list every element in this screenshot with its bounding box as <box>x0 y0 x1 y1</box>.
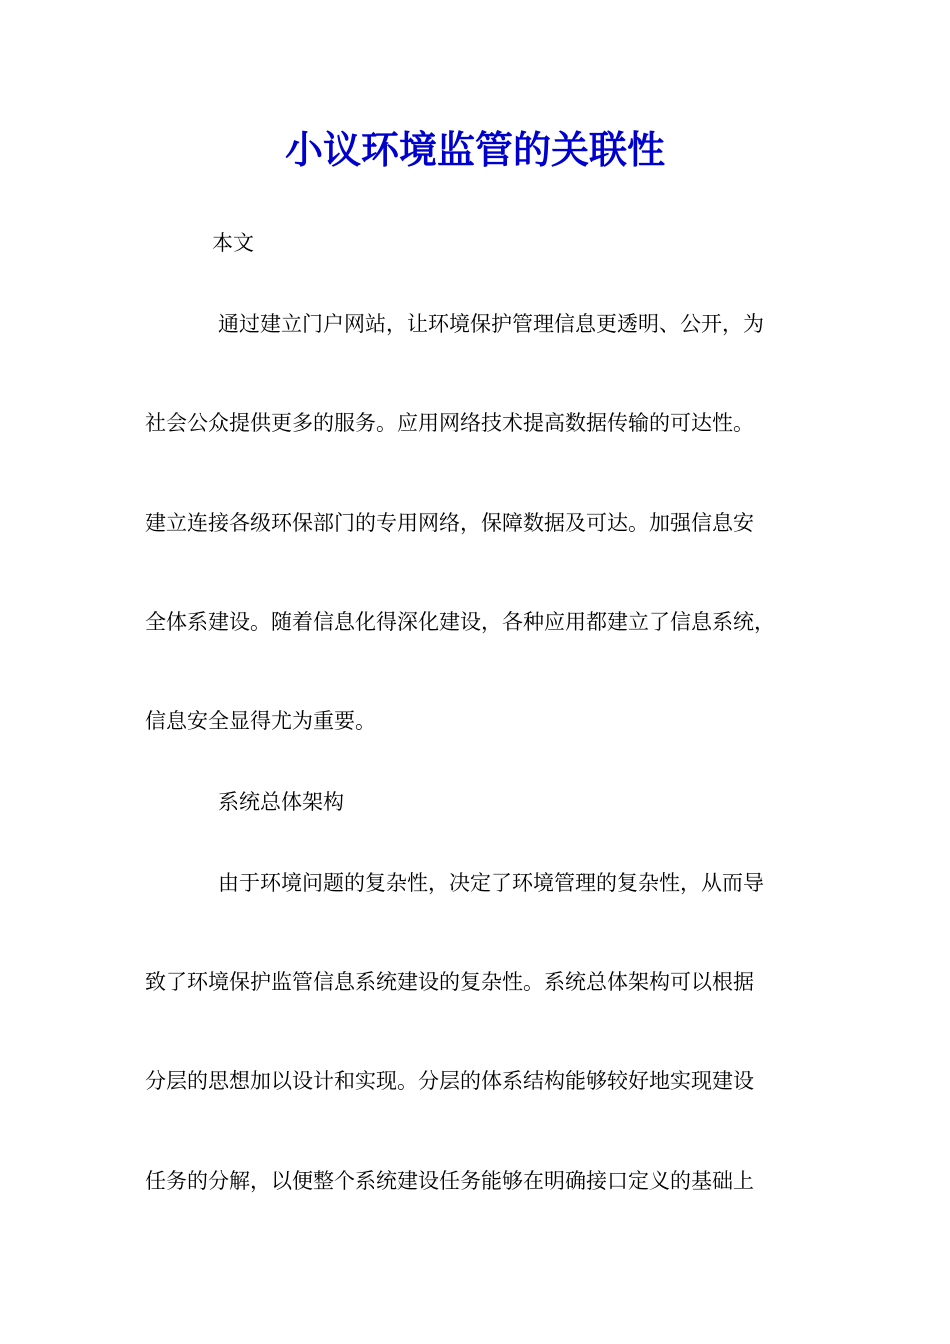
paragraph-line: 社会公众提供更多的服务。应用网络技术提高数据传输的可达性。 <box>145 411 754 435</box>
document-title: 小议环境监管的关联性 <box>284 127 665 172</box>
section-heading-intro: 本文 <box>212 231 254 255</box>
paragraph-line: 致了环境保护监管信息系统建设的复杂性。系统总体架构可以根据 <box>145 970 754 994</box>
paragraph-line: 建立连接各级环保部门的专用网络，保障数据及可达。加强信息安 <box>145 511 754 535</box>
paragraph-line: 由于环境问题的复杂性，决定了环境管理的复杂性，从而导 <box>218 871 764 895</box>
paragraph-line: 分层的思想加以设计和实现。分层的体系结构能够较好地实现建设 <box>145 1069 754 1093</box>
paragraph-line: 任务的分解，以便整个系统建设任务能够在明确接口定义的基础上 <box>145 1169 754 1193</box>
paragraph-line: 信息安全显得尤为重要。 <box>145 709 376 733</box>
paragraph-line: 通过建立门户网站，让环境保护管理信息更透明、公开，为 <box>218 312 764 336</box>
section-heading-architecture: 系统总体架构 <box>218 790 344 814</box>
paragraph-line: 全体系建设。随着信息化得深化建设，各种应用都建立了信息系统， <box>145 610 775 634</box>
